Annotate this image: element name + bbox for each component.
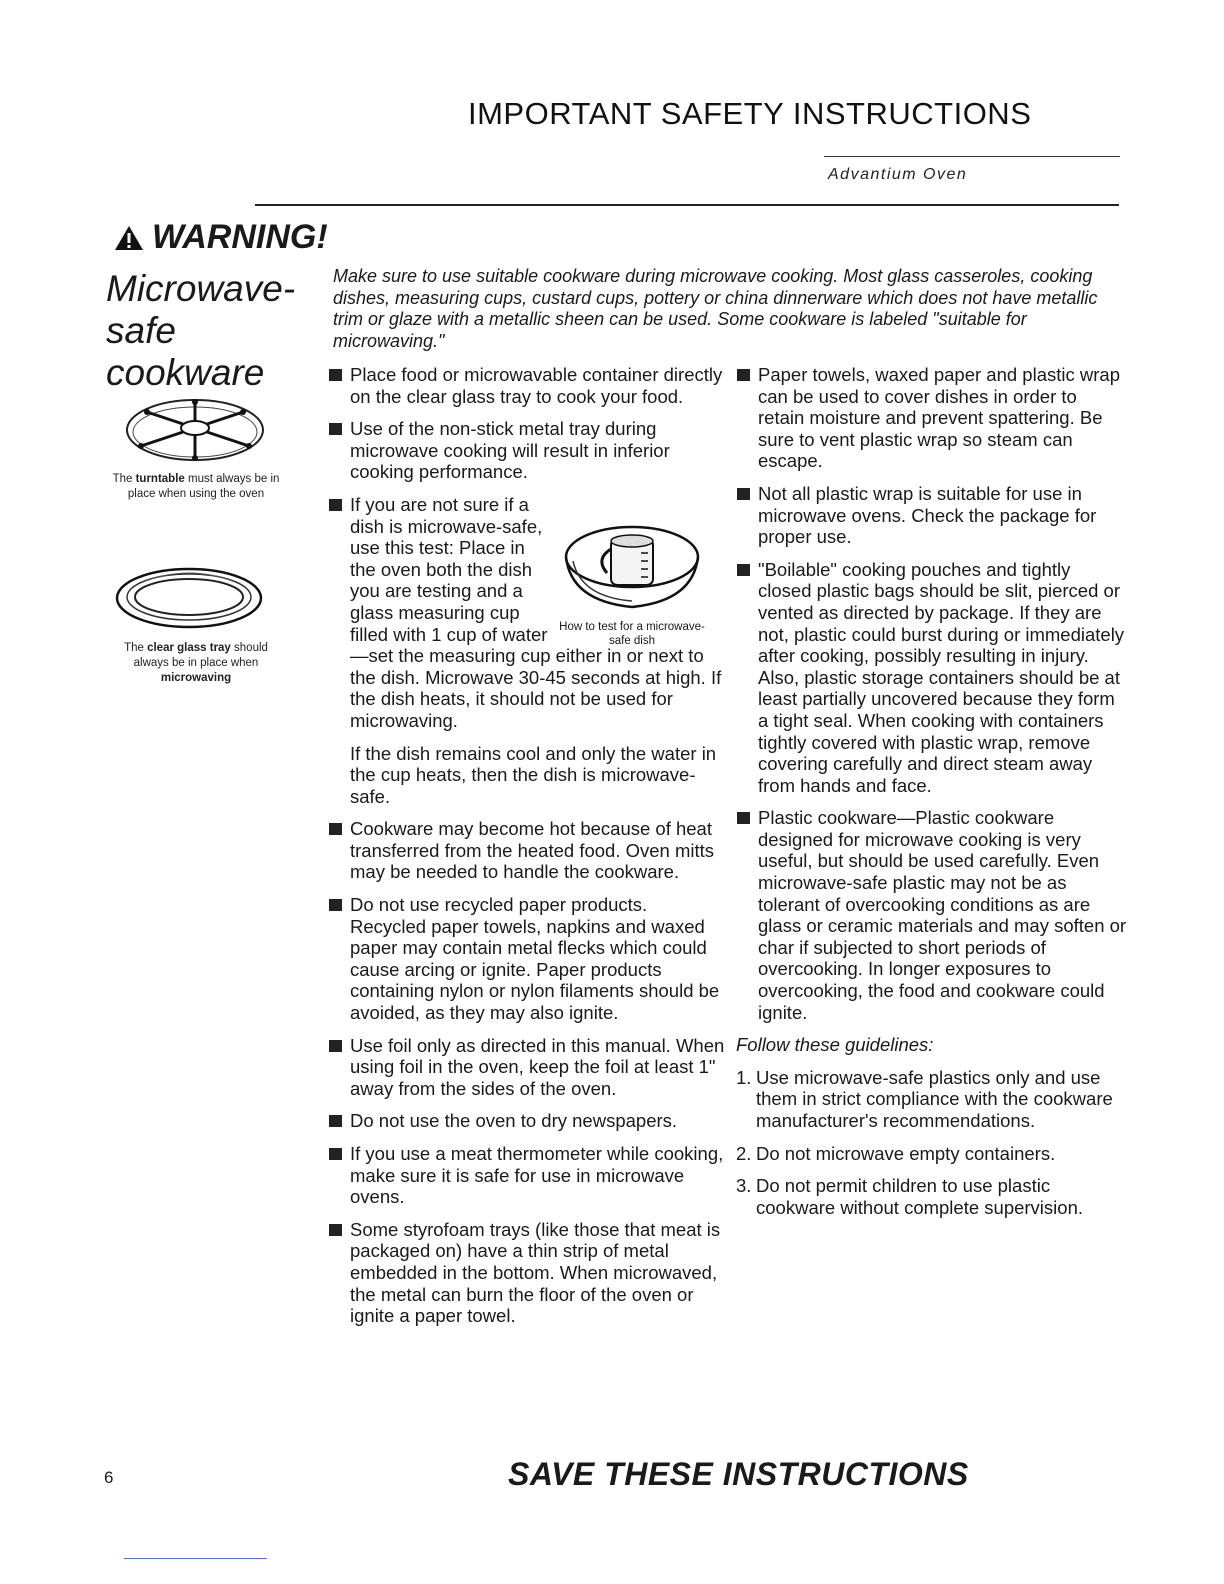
section-title: Microwave-safe cookware xyxy=(106,268,296,393)
warning-heading xyxy=(114,218,328,257)
guideline-number: 1. xyxy=(736,1066,752,1088)
bullet-item: Do not use recycled paper products. Recycled paper towels, napkins and waxed paper may contain metal flecks which could cause arcing or ignite. Paper products containing nylon or nylon filaments should be avoided, as they may also ignite. xyxy=(328,894,728,1024)
guideline-item xyxy=(736,1143,1128,1165)
guideline-number: 2. xyxy=(736,1142,752,1164)
turntable-caption: The turntable must always be in place when using the oven xyxy=(112,473,280,500)
turntable-image xyxy=(113,390,277,466)
column-left xyxy=(328,364,728,1338)
dish-test-caption: How to test for a microwave-safe dish xyxy=(559,621,705,647)
bullet-item: Paper towels, waxed paper and plastic wrap can be used to cover dishes in order to retain moisture and prevent spattering. Be sure to vent plastic wrap so steam can escape. xyxy=(736,364,1128,472)
bullet-item: Place food or microwavable container directly on the clear glass tray to cook your food. xyxy=(328,364,728,407)
warning-label: WARNING! xyxy=(152,218,328,256)
guideline-text: Do not permit children to use plastic cookware without complete supervision. xyxy=(756,1175,1083,1218)
glass-tray-caption: The clear glass tray should always be in place when microwaving xyxy=(124,642,268,684)
glass-tray-image xyxy=(113,564,265,630)
warning-triangle-icon xyxy=(114,225,144,251)
guidelines-heading: Follow these guidelines: xyxy=(736,1034,934,1056)
bullet-item: Some styrofoam trays (like those that meat is packaged on) have a thin strip of metal embedded in the bottom. When microwaved, the metal can burn the floor of the oven or ignite a paper towel. xyxy=(328,1219,728,1327)
dish-test-figure xyxy=(551,521,713,648)
bullet-item: Cookware may become hot because of heat transferred from the heated food. Oven mitts may be needed to handle the cookware. xyxy=(328,818,728,883)
dish-test-image xyxy=(551,521,713,613)
guideline-item xyxy=(736,1067,1128,1132)
column-right xyxy=(736,364,1128,1229)
bullet-item: Use foil only as directed in this manual. When using foil in the oven, keep the foil at least 1" away from the sides of the oven. xyxy=(328,1035,728,1100)
footer-save-instructions: SAVE THESE INSTRUCTIONS xyxy=(508,1456,969,1492)
page-number: 6 xyxy=(104,1468,114,1487)
bullet-followup: If the dish remains cool and only the water in the cup heats, then the dish is microwave-safe. xyxy=(350,742,717,807)
header-divider-short xyxy=(824,156,1120,157)
dish-test-text: If you are not sure if a dish is microwave-safe, use this test: Place in the oven both the dish you are testing and a glass measuring cup filled with 1 cup of water—set the measuring cup either in or next to the dish. Microwave 30-45 seconds at high. If the dish heats, it should not be used for microwaving. xyxy=(350,493,722,731)
footer-divider xyxy=(124,1558,267,1559)
glass-tray-figure xyxy=(113,564,265,630)
bullet-item: Not all plastic wrap is suitable for use in microwave ovens. Check the package for proper use. xyxy=(736,483,1128,548)
guideline-text: Do not microwave empty containers. xyxy=(756,1142,1056,1164)
guideline-item xyxy=(736,1175,1128,1218)
bullet-item: "Boilable" cooking pouches and tightly closed plastic bags should be slit, pierced or vented as directed by package. If they are not, plastic could burst during or immediately after cooking, possibly resulting in injury. Also, plastic storage containers should be at least partially uncovered because they form a tight seal. When cooking with containers tightly covered with plastic wrap, remove covering carefully and direct steam away from hands and face. xyxy=(736,559,1128,797)
bullet-item: If you use a meat thermometer while cooking, make sure it is safe for use in microwave ovens. xyxy=(328,1143,728,1208)
guideline-text: Use microwave-safe plastics only and use them in strict compliance with the cookware manufacturer's recommendations. xyxy=(756,1066,1113,1131)
header-divider xyxy=(255,204,1119,206)
bullet-item: Use of the non-stick metal tray during microwave cooking will result in inferior cooking performance. xyxy=(328,418,728,483)
bullet-item: Do not use the oven to dry newspapers. xyxy=(328,1110,728,1132)
page-subtitle: Advantium Oven xyxy=(828,166,968,183)
page-title: IMPORTANT SAFETY INSTRUCTIONS xyxy=(468,96,1032,131)
intro-paragraph: Make sure to use suitable cookware during microwave cooking. Most glass casseroles, cooking dishes, measuring cups, custard cups, pottery or china dinnerware which does not have metallic trim or glaze with a metallic sheen can be used. Some cookware is labeled "suitable for microwaving." xyxy=(333,266,1098,351)
turntable-figure xyxy=(113,390,277,466)
bullet-item: Plastic cookware—Plastic cookware designed for microwave cooking is very useful, but should be used carefully. Even microwave-safe plastic may not be as tolerant of overcooking conditions as are glass or ceramic materials and may soften or char if subjected to short periods of overcooking. In longer exposures to overcooking, the food and cookware could ignite. xyxy=(736,807,1128,1023)
guideline-number: 3. xyxy=(736,1175,752,1197)
